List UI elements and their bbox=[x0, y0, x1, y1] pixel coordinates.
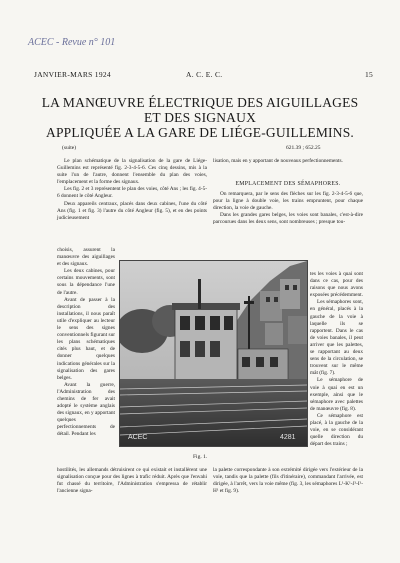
paragraph: Les fig. 2 et 3 représentent le plan des voies, côté Ans ; les fig. 4-5-6 donnent le côté Angleur. bbox=[57, 186, 207, 200]
paragraph: lisation, mais en y apportant de nouveaux perfectionnements. bbox=[213, 158, 343, 164]
header-journal: A. C. E. C. bbox=[186, 70, 223, 79]
left-column-narrow bbox=[57, 247, 115, 439]
classification-ref: 621.39 ; 652.25 bbox=[286, 145, 321, 151]
title-line-2: ET DES SIGNAUX bbox=[143, 110, 257, 125]
paragraph: Dans les grandes gares belges, les voies sont banales, c'est-à-dire parcourues dans les deux sens, sont nombreuses ; presque tou- bbox=[213, 212, 363, 226]
right-column-narrow bbox=[310, 271, 363, 448]
page-number: 15 bbox=[365, 70, 374, 79]
header-date: JANVIER-MARS 1924 bbox=[34, 70, 111, 79]
paragraph: Le sémaphore de voie à quai en est un exemple, ainsi que le sémaphore avec palettes de manœuvre (fig. 8). bbox=[310, 377, 363, 412]
figure-caption: Fig. 1. bbox=[193, 454, 208, 460]
paragraph: Le plan schématique de la signalisation de la gare de Liége-Guillemins est représenté fig. 2-3-4-5-6. Ces cinq dessins, mis à la suite l'un de l'autre, donnent l'ensemble du plan des voies, l'emplacement et la forme des signaux. bbox=[57, 158, 207, 186]
paragraph: choisis, assurent la manœuvre des aiguillages et des signaux. bbox=[57, 247, 115, 268]
paragraph: Les deux cabines, pour certains mouvements, sont sous la dépendance l'une de l'autre. bbox=[57, 268, 115, 296]
handwritten-note: ACEC - Revue n° 101 bbox=[28, 37, 116, 48]
paragraph: Ce sémaphore est placé, à la gauche de la voie, en se considérant quelle direction du départ des trains ; bbox=[310, 412, 363, 448]
right-column-bottom bbox=[213, 467, 363, 495]
left-column-bottom bbox=[57, 467, 207, 495]
title-line-1: LA MANŒUVRE ÉLECTRIQUE DES AIGUILLAGES bbox=[41, 95, 359, 110]
right-column-mid bbox=[213, 191, 363, 226]
photo-label-right: 4281 bbox=[280, 434, 296, 441]
paragraph: Deux appareils centraux, placés dans deux cabines, l'une du côté Ans (fig. 1 et fig. 3) l'autre du côté Angleur (fig. 5), et en des points judicieusement bbox=[57, 200, 207, 221]
paragraph: tes les voies à quai sont dans ce cas, pour des raisons que nous avons exposées précédemment. bbox=[310, 271, 363, 299]
paragraph: Avant la guerre, l'Administration des chemins de fer avait adopté le système anglais des signaux, en y apportant quelques perfectionnements de détail. Pendant les bbox=[57, 381, 115, 438]
paragraph: On remarquera, par le sens des flèches sur les fig. 2-3-4-5-6 que, pour la ligne à double voie, les trains empruntent, pour chaque direction, la voie de gauche. bbox=[213, 191, 363, 212]
signal-cabin-photo bbox=[119, 260, 308, 447]
right-column-top bbox=[213, 158, 363, 165]
left-column-top bbox=[57, 158, 207, 222]
paragraph: la palette correspondante à son extrémité dirigée vers l'extérieur de la voie, tandis que la palette (fils d'itinéraire), commandant l'arrivée, est dirigée, à l'arrêt, vers la voie même (fig. 3, les sémaphores L¹-K¹-J¹-I¹-H¹ et fig. 9). bbox=[213, 467, 363, 495]
photo-label-left: ACEC bbox=[128, 434, 148, 441]
paragraph: Avant de passer à la description des installations, il nous paraît utile d'expliquer au lecteur le sens des signes conventionnels figurant sur les plans schématiques cités plus haut, et de donner quelques indications générales sur la signalisation des gares belges. bbox=[57, 296, 115, 381]
article-title bbox=[30, 95, 370, 140]
paragraph: hostilités, les allemands détruisirent ce qui existait et installèrent une signalisation conçue pour des lignes à trafic réduit. Après que l'envahi fut chassé du territoire, l'Administration s'empressa de rétablir l'ancienne signa- bbox=[57, 467, 207, 495]
title-line-3: APPLIQUÉE A LA GARE DE LIÉGE-GUILLEMINS. bbox=[46, 125, 354, 140]
suite-label: (suite) bbox=[62, 145, 77, 151]
paragraph: Les sémaphores sont, en général, placés à la gauche de la voie à laquelle ils se rapportent. Dans le cas de voies banales, il peut arriver que les palettes, se rapportant au deux sens de la circulation, se trouvent sur le même mât (fig. 7). bbox=[310, 299, 363, 377]
section-heading: EMPLACEMENT DES SÉMAPHORES. bbox=[235, 181, 341, 187]
